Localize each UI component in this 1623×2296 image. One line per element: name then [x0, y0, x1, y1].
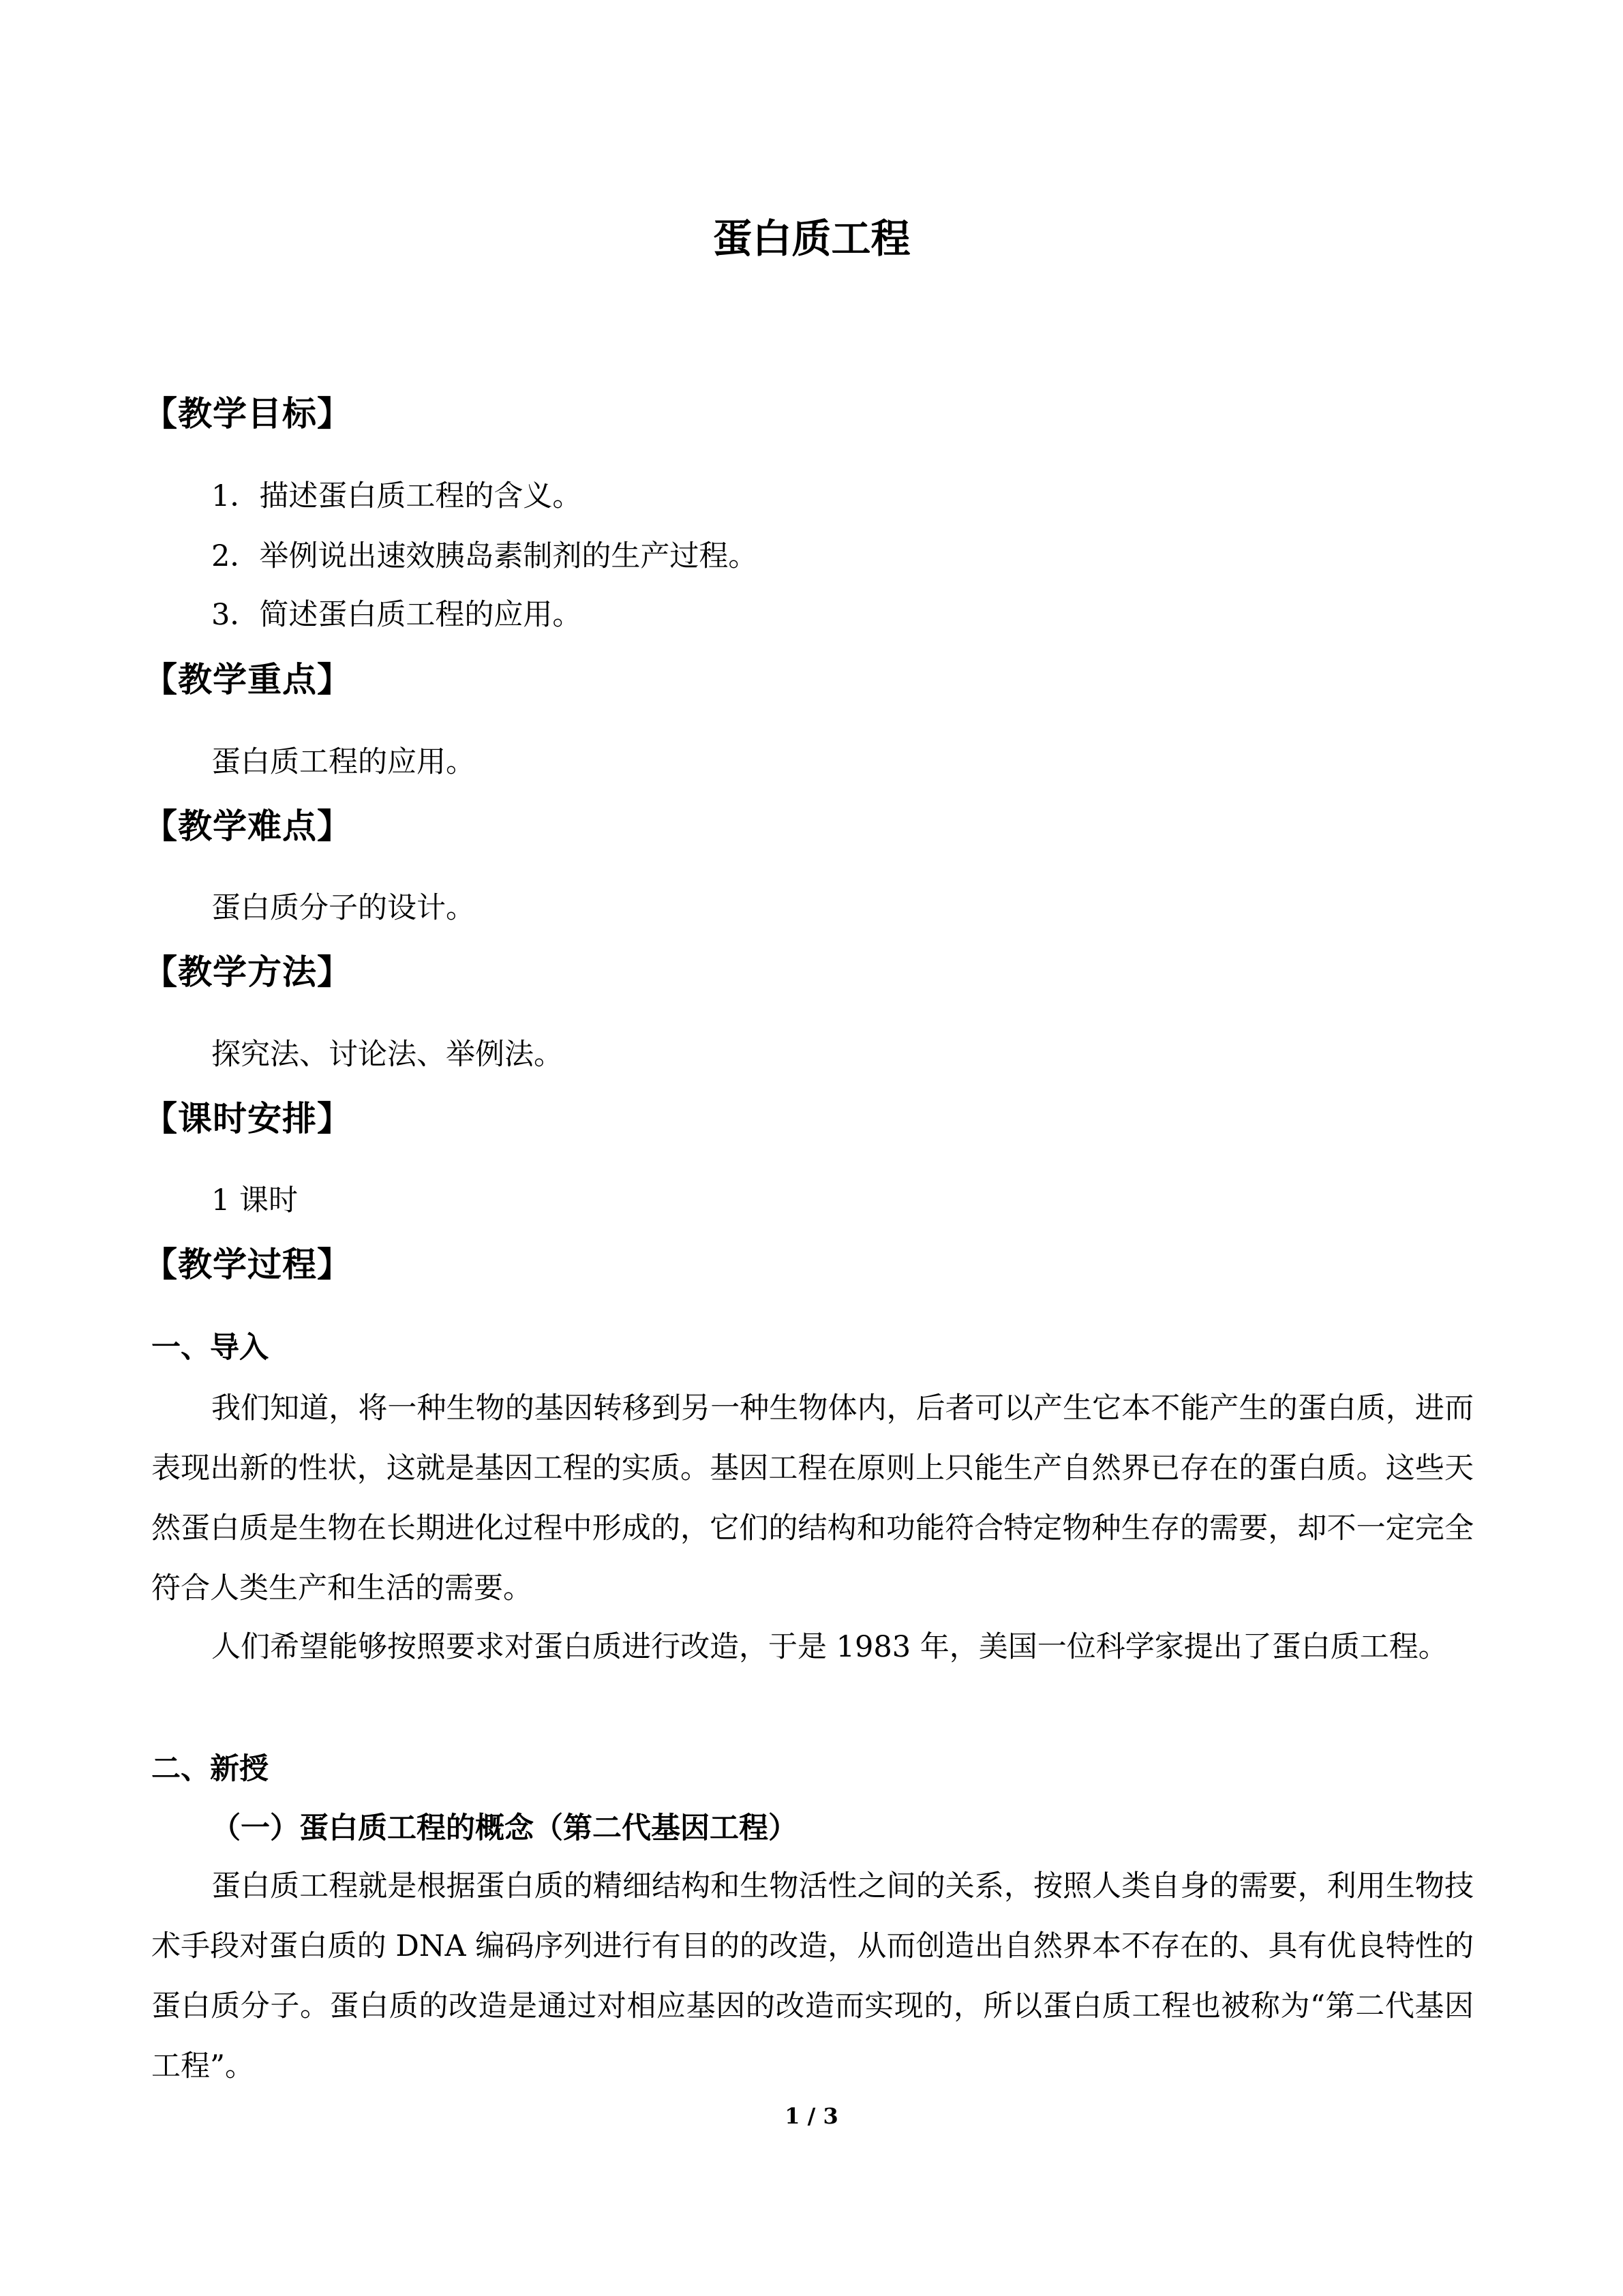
new-lesson-label: 二、新授 — [151, 1752, 269, 1786]
intro-paragraph-2: 人们希望能够按照要求对蛋白质进行改造，于是 1983 年，美国一位科学家提出了蛋白质工程。 — [211, 1630, 1448, 1664]
intro-paragraph-1: 我们知道，将一种生物的基因转移到另一种生物体内，后者可以产生它本不能产生的蛋白质，进而表现出新的性状，这就是基因工程的实质。基因工程在原则上只能生产自然界已存在的蛋白质。这些天然蛋白质是生物在长期进化过程中形成的，它们的结构和功能符合特定物种生存的需要，却不一定完全符合人类生产和生活的需要。 — [151, 1391, 1474, 1605]
heading-methods: 【教学方法】 — [143, 952, 352, 992]
heading-objectives: 【教学目标】 — [143, 394, 352, 434]
intro-label: 一、导入 — [151, 1331, 269, 1365]
objective-item-3: 3．简述蛋白质工程的应用。 — [211, 598, 582, 632]
heading-process: 【教学过程】 — [143, 1245, 352, 1284]
key-points-text: 蛋白质工程的应用。 — [211, 745, 475, 779]
subsection-title: （一）蛋白质工程的概念（第二代基因工程） — [211, 1811, 798, 1845]
heading-schedule: 【课时安排】 — [143, 1099, 352, 1138]
heading-key-points: 【教学重点】 — [143, 660, 352, 699]
document-title: 蛋白质工程 — [712, 215, 911, 262]
schedule-text: 1 课时 — [211, 1183, 299, 1218]
methods-text: 探究法、讨论法、举例法。 — [211, 1038, 563, 1072]
objective-item-2: 2．举例说出速效胰岛素制剂的生产过程。 — [211, 539, 758, 573]
concept-paragraph: 蛋白质工程就是根据蛋白质的精细结构和生物活性之间的关系，按照人类自身的需要，利用生物技术手段对蛋白质的 DNA 编码序列进行有目的的改造，从而创造出自然界本不存在的、具有优良特性的蛋白质分子。蛋白质的改造是通过对相应基因的改造而实现的，所以蛋白质工程也被称为“第二代基因工程”。 — [151, 1869, 1474, 2083]
page-number: 1 / 3 — [785, 2103, 838, 2129]
heading-difficulties: 【教学难点】 — [143, 806, 352, 846]
objective-item-1: 1．描述蛋白质工程的含义。 — [211, 479, 582, 513]
difficulties-text: 蛋白质分子的设计。 — [211, 891, 475, 925]
